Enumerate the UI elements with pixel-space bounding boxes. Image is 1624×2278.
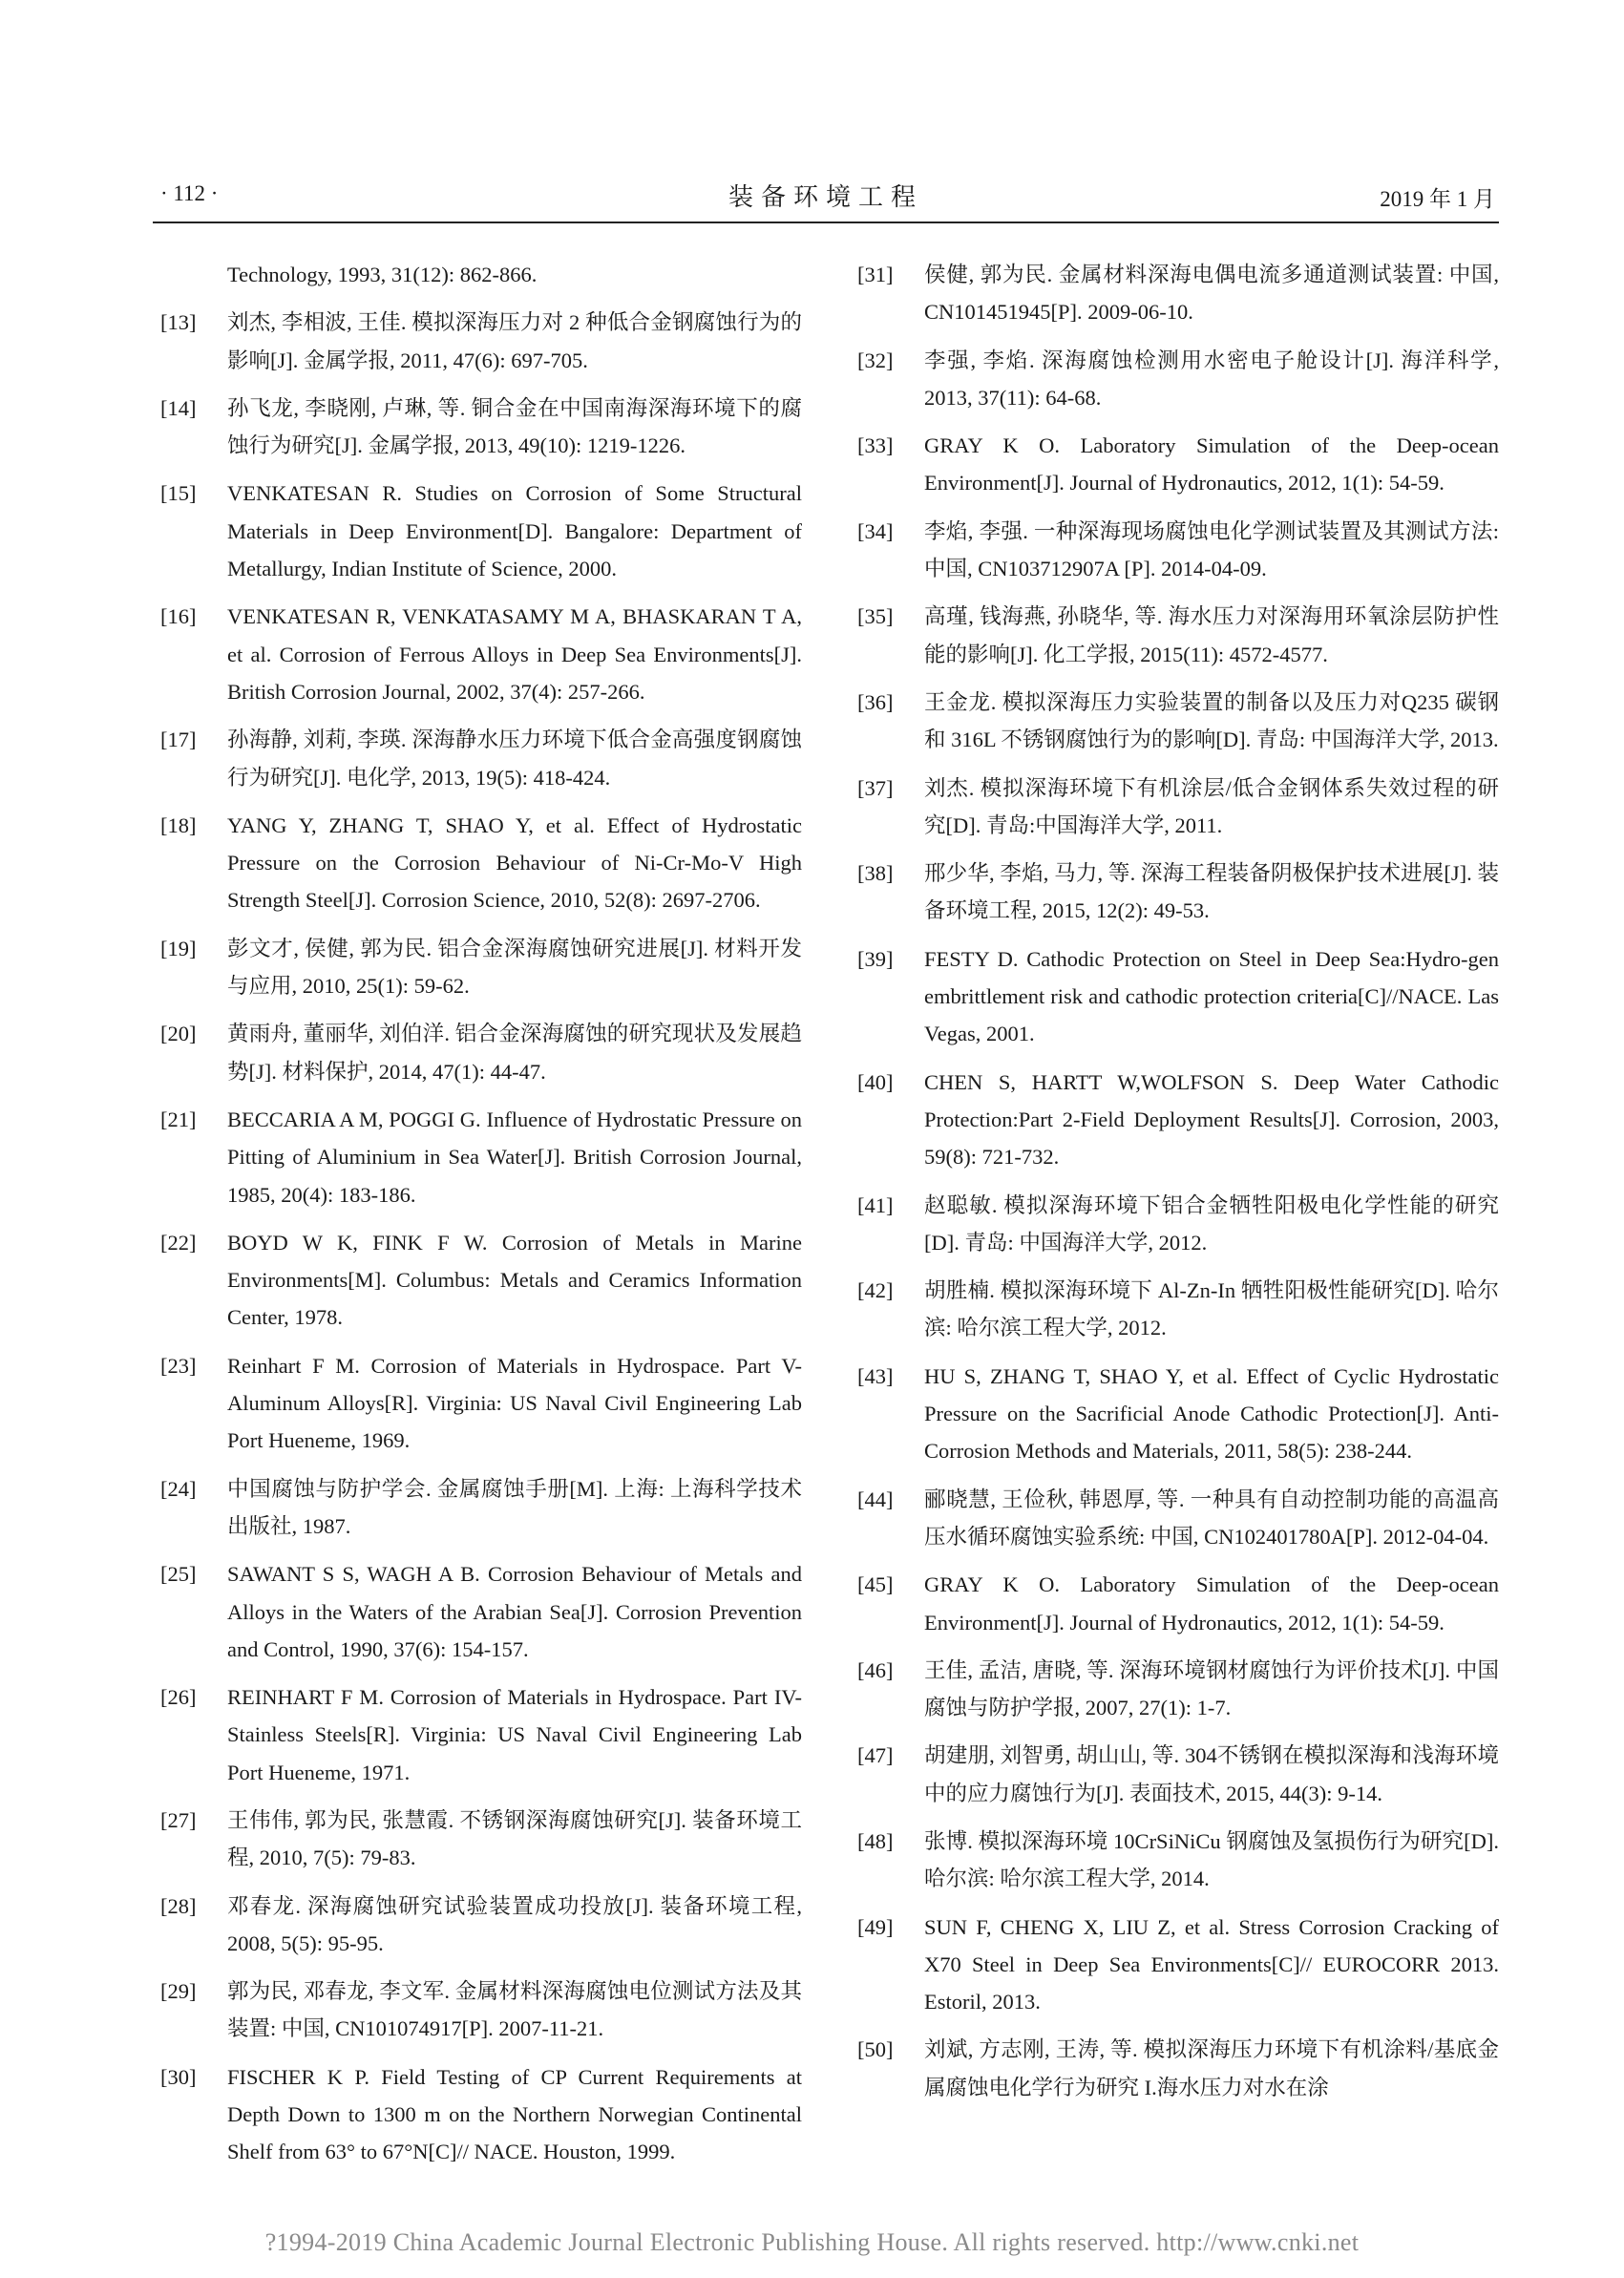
reference-entry xyxy=(153,1888,802,1963)
reference-number: [22] xyxy=(160,1230,197,1255)
reference-entry xyxy=(850,1737,1499,1812)
reference-text: 高瑾, 钱海燕, 孙晓华, 等. 海水压力对深海用环氧涂层防护性能的影响[J]. 化工学报, 2015(11): 4572-4577. xyxy=(924,604,1499,666)
reference-entry xyxy=(850,1272,1499,1347)
reference-text: 孙飞龙, 李晓刚, 卢琳, 等. 铜合金在中国南海深海环境下的腐蚀行为研究[J]. 金属学报, 2013, 49(10): 1219-1226. xyxy=(227,395,802,458)
reference-text: 胡建朋, 刘智勇, 胡山山, 等. 304不锈钢在模拟深海和浅海环境中的应力腐蚀行为[J]. 表面技术, 2015, 44(3): 9-14. xyxy=(924,1743,1499,1805)
reference-entry xyxy=(153,304,802,379)
reference-number: [38] xyxy=(857,861,894,886)
reference-entry xyxy=(850,427,1499,502)
reference-text: FESTY D. Cathodic Protection on Steel in Deep Sea:Hydro-gen embrittlement risk and cathodic protection criteria[C]//NACE. Las Vegas, 2001. xyxy=(924,946,1499,1046)
reference-entry xyxy=(153,256,802,293)
reference-entry xyxy=(850,342,1499,417)
reference-text: CHEN S, HARTT W,WOLFSON S. Deep Water Cathodic Protection:Part 2-Field Deployment Results[J]. Corrosion, 2003, 59(8): 721-732. xyxy=(924,1069,1499,1170)
reference-number: [47] xyxy=(857,1743,894,1768)
reference-entry xyxy=(153,1972,802,2048)
reference-text: BOYD W K, FINK F W. Corrosion of Metals in Marine Environments[M]. Columbus: Metals and Ceramics Information Center, 1978. xyxy=(227,1230,802,1330)
reference-text: SUN F, CHENG X, LIU Z, et al. Stress Corrosion Cracking of X70 Steel in Deep Sea Environments[C]// EUROCORR 2013. Estoril, 2013. xyxy=(924,1914,1499,2014)
reference-entry xyxy=(850,1064,1499,1176)
reference-number: [49] xyxy=(857,1914,894,1939)
reference-number: [46] xyxy=(857,1657,894,1682)
reference-text: 彭文才, 侯健, 郭为民. 铝合金深海腐蚀研究进展[J]. 材料开发与应用, 2010, 25(1): 59-62. xyxy=(227,936,802,999)
reference-number: [28] xyxy=(160,1893,197,1918)
page-number: · 112 · xyxy=(160,181,219,205)
reference-text: 侯健, 郭为民. 金属材料深海电偶电流多通道测试装置: 中国, CN101451945[P]. 2009-06-10. xyxy=(924,263,1499,325)
right-column-references xyxy=(850,256,1499,2117)
reference-text: Reinhart F M. Corrosion of Materials in Hydrospace. Part V-Aluminum Alloys[R]. Virginia: US Naval Civil Engineering Lab Port Hueneme, 1969. xyxy=(227,1353,802,1453)
reference-entry xyxy=(850,770,1499,845)
reference-text: BECCARIA A M, POGGI G. Influence of Hydrostatic Pressure on Pitting of Aluminium in Sea Water[J]. British Corrosion Journal, 1985, 20(4): 183-186. xyxy=(227,1107,802,1207)
reference-entry xyxy=(850,256,1499,331)
reference-entry xyxy=(153,475,802,587)
reference-number: [20] xyxy=(160,1022,197,1046)
reference-number: [30] xyxy=(160,2064,197,2089)
reference-text: 邓春龙. 深海腐蚀研究试验装置成功投放[J]. 装备环境工程, 2008, 5(5): 95-95. xyxy=(227,1893,802,1955)
reference-entry xyxy=(850,1909,1499,2021)
reference-entry xyxy=(850,1566,1499,1641)
reference-entry xyxy=(850,940,1499,1053)
reference-number: [27] xyxy=(160,1807,197,1832)
reference-entry xyxy=(850,1481,1499,1556)
copyright-footer: ?1994-2019 China Academic Journal Electronic Publishing House. All rights reserved. http://www.cnki.net xyxy=(264,2228,1360,2256)
reference-number: [31] xyxy=(857,263,894,286)
reference-number: [14] xyxy=(160,395,197,420)
reference-text: 郦晓慧, 王俭秋, 韩恩厚, 等. 一种具有自动控制功能的高温高压水循环腐蚀实验系统: 中国, CN102401780A[P]. 2012-04-04. xyxy=(924,1487,1499,1549)
reference-number: [15] xyxy=(160,481,197,506)
reference-number: [50] xyxy=(857,2037,894,2062)
left-column-references xyxy=(153,256,802,2182)
reference-entry xyxy=(153,930,802,1005)
reference-text: 李焰, 李强. 一种深海现场腐蚀电化学测试装置及其测试方法: 中国, CN103712907A [P]. 2014-04-09. xyxy=(924,518,1499,581)
reference-entry xyxy=(153,1224,802,1337)
reference-entry xyxy=(850,2031,1499,2106)
reference-text: 黄雨舟, 董丽华, 刘伯洋. 铝合金深海腐蚀的研究现状及发展趋势[J]. 材料保护, 2014, 47(1): 44-47. xyxy=(227,1022,802,1084)
issue-date: 2019 年 1 月 xyxy=(1380,187,1495,211)
reference-text: FISCHER K P. Field Testing of CP Current Requirements at Depth Down to 1300 m on the Northern Norwegian Continental Shelf from 63° to 67°N[C]// NACE. Houston, 1999. xyxy=(227,2064,802,2164)
reference-entry xyxy=(850,1652,1499,1727)
reference-text: YANG Y, ZHANG T, SHAO Y, et al. Effect of Hydrostatic Pressure on the Corrosion Behaviour of Ni-Cr-Mo-V High Strength Steel[J]. Corrosion Science, 2010, 52(8): 2697-2706. xyxy=(227,812,802,913)
reference-number: [48] xyxy=(857,1828,894,1853)
reference-number: [44] xyxy=(857,1487,894,1511)
reference-text: 赵聪敏. 模拟深海环境下铝合金牺牲阳极电化学性能的研究[D]. 青岛: 中国海洋大学, 2012. xyxy=(924,1192,1499,1255)
reference-entry xyxy=(153,598,802,710)
reference-number: [26] xyxy=(160,1685,197,1710)
reference-text: Technology, 1993, 31(12): 862-866. xyxy=(227,263,538,286)
reference-number: [33] xyxy=(857,433,894,458)
reference-number: [34] xyxy=(857,518,894,543)
reference-entry xyxy=(153,1347,802,1460)
reference-number: [24] xyxy=(160,1476,197,1501)
reference-entry xyxy=(850,513,1499,588)
reference-number: [19] xyxy=(160,936,197,960)
reference-number: [41] xyxy=(857,1192,894,1217)
reference-text: REINHART F M. Corrosion of Materials in Hydrospace. Part IV-Stainless Steels[R]. Virginia: US Naval Civil Engineering Lab Port Hueneme, 1971. xyxy=(227,1685,802,1784)
reference-text: SAWANT S S, WAGH A B. Corrosion Behaviour of Metals and Alloys in the Waters of the Arabian Sea[J]. Corrosion Prevention and Control, 1990, 37(6): 154-157. xyxy=(227,1562,802,1661)
reference-entry xyxy=(153,1101,802,1213)
reference-entry xyxy=(153,390,802,465)
reference-text: 刘杰, 李相波, 王佳. 模拟深海压力对 2 种低合金钢腐蚀行为的影响[J]. 金属学报, 2011, 47(6): 697-705. xyxy=(227,310,802,372)
reference-entry xyxy=(153,721,802,796)
reference-entry xyxy=(153,1015,802,1090)
reference-number: [17] xyxy=(160,728,197,752)
reference-text: VENKATESAN R. Studies on Corrosion of Some Structural Materials in Deep Environment[D]. Bangalore: Department of Metallurgy, Indian Institute of Science, 2000. xyxy=(227,481,802,581)
reference-number: [39] xyxy=(857,946,894,971)
reference-number: [40] xyxy=(857,1069,894,1094)
reference-number: [45] xyxy=(857,1572,894,1597)
reference-number: [32] xyxy=(857,348,894,372)
reference-text: 王佳, 孟洁, 唐晓, 等. 深海环境钢材腐蚀行为评价技术[J]. 中国腐蚀与防护学报, 2007, 27(1): 1-7. xyxy=(924,1657,1499,1720)
reference-number: [16] xyxy=(160,604,197,629)
reference-text: GRAY K O. Laboratory Simulation of the Deep-ocean Environment[J]. Journal of Hydronautics, 2012, 1(1): 54-59. xyxy=(924,1572,1499,1635)
reference-entry xyxy=(850,598,1499,673)
reference-text: 刘斌, 方志刚, 王涛, 等. 模拟深海压力环境下有机涂料/基底金属腐蚀电化学行为研究 I.海水压力对水在涂 xyxy=(924,2037,1499,2099)
reference-text: 张博. 模拟深海环境 10CrSiNiCu 钢腐蚀及氢损伤行为研究[D]. 哈尔滨: 哈尔滨工程大学, 2014. xyxy=(924,1828,1499,1891)
running-header xyxy=(153,178,1499,223)
reference-entry xyxy=(153,1678,802,1791)
reference-text: 胡胜楠. 模拟深海环境下 Al-Zn-In 牺牲阳极性能研究[D]. 哈尔滨: 哈尔滨工程大学, 2012. xyxy=(924,1278,1499,1340)
reference-entry xyxy=(850,684,1499,759)
reference-entry xyxy=(153,1802,802,1877)
reference-entry xyxy=(153,1555,802,1668)
reference-number: [29] xyxy=(160,1979,197,2004)
reference-number: [18] xyxy=(160,812,197,837)
reference-number: [43] xyxy=(857,1363,894,1388)
reference-number: [35] xyxy=(857,604,894,629)
reference-number: [42] xyxy=(857,1278,894,1303)
reference-entry xyxy=(850,1187,1499,1262)
reference-number: [37] xyxy=(857,775,894,800)
reference-text: VENKATESAN R, VENKATASAMY M A, BHASKARAN T A, et al. Corrosion of Ferrous Alloys in Deep Sea Environments[J]. British Corrosion Journal, 2002, 37(4): 257-266. xyxy=(227,604,802,704)
reference-entry xyxy=(850,854,1499,930)
reference-number: [23] xyxy=(160,1353,197,1378)
reference-text: HU S, ZHANG T, SHAO Y, et al. Effect of Cyclic Hydrostatic Pressure on the Sacrificial Anode Cathodic Protection[J]. Anti-Corrosion Methods and Materials, 2011, 58(5): 238-244. xyxy=(924,1363,1499,1464)
reference-text: 孙海静, 刘莉, 李瑛. 深海静水压力环境下低合金高强度钢腐蚀行为研究[J]. 电化学, 2013, 19(5): 418-424. xyxy=(227,728,802,790)
reference-text: 王伟伟, 郭为民, 张慧霞. 不锈钢深海腐蚀研究[J]. 装备环境工程, 2010, 7(5): 79-83. xyxy=(227,1807,802,1870)
reference-entry xyxy=(153,2058,802,2171)
reference-entry xyxy=(153,1470,802,1546)
reference-number: [36] xyxy=(857,689,894,714)
reference-text: 刘杰. 模拟深海环境下有机涂层/低合金钢体系失效过程的研究[D]. 青岛:中国海洋大学, 2011. xyxy=(924,775,1499,837)
journal-title: 装备环境工程 xyxy=(728,183,923,212)
reference-text: 邢少华, 李焰, 马力, 等. 深海工程装备阴极保护技术进展[J]. 装备环境工程, 2015, 12(2): 49-53. xyxy=(924,861,1499,923)
reference-text: 中国腐蚀与防护学会. 金属腐蚀手册[M]. 上海: 上海科学技术出版社, 1987. xyxy=(227,1476,802,1538)
reference-text: 郭为民, 邓春龙, 李文军. 金属材料深海腐蚀电位测试方法及其装置: 中国, CN101074917[P]. 2007-11-21. xyxy=(227,1979,802,2041)
reference-entry xyxy=(153,807,802,919)
reference-text: 李强, 李焰. 深海腐蚀检测用水密电子舱设计[J]. 海洋科学, 2013, 37(11): 64-68. xyxy=(924,348,1499,410)
reference-text: GRAY K O. Laboratory Simulation of the Deep-ocean Environment[J]. Journal of Hydronautics, 2012, 1(1): 54-59. xyxy=(924,433,1499,496)
reference-number: [21] xyxy=(160,1107,197,1131)
reference-entry xyxy=(850,1823,1499,1898)
reference-entry xyxy=(850,1358,1499,1470)
reference-text: 王金龙. 模拟深海压力实验装置的制备以及压力对Q235 碳钢和 316L 不锈钢腐蚀行为的影响[D]. 青岛: 中国海洋大学, 2013. xyxy=(924,689,1499,752)
reference-number: [25] xyxy=(160,1562,197,1587)
reference-number: [13] xyxy=(160,310,197,335)
